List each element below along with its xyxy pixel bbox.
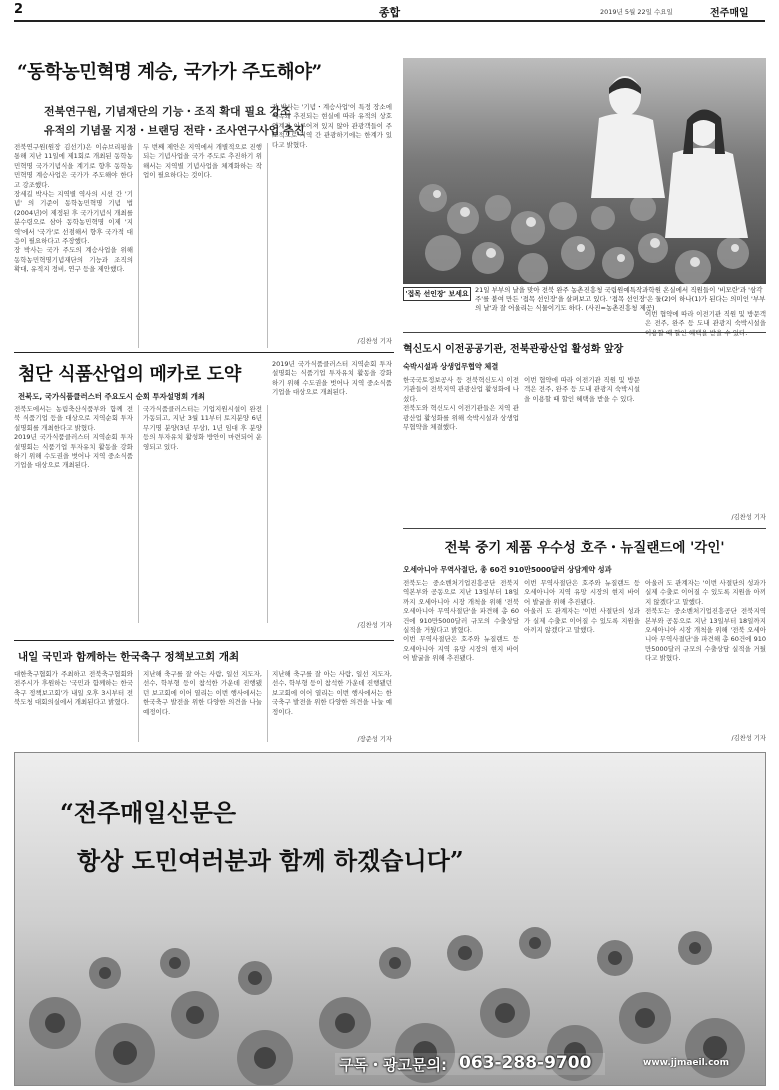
food-headline: 첨단 식품산업의 메카로 도약 [18, 364, 241, 385]
cactus-greenhouse-photo [403, 58, 766, 284]
lead-subtitle-1: 전북연구원, 기념재단의 기능・조직 확대 필요 강조 [44, 105, 291, 118]
export-body-col3: 아울러 도 관계자는 '이번 사절단의 성과가 실제 수출로 이어질 수 있도록 지원을 아끼지 않겠다'고 말했다. 전북도는 중소벤처기업진흥공단 전북지역본부와 공동으로 지난 13일부터 18일까지 오세아니아 시장 개척을 위해 '전북 오세아니아 무역사절단'을 파견해 총 60건에 910만5000달러 규모의 수출상담 실적을 거뒀다고 밝혔다. [645, 579, 766, 663]
lead-body-col3: 장 박사는 '기념・계승사업'이 특정 장소에 예속돼 추진되는 현실에 따라 유적의 상호 연계가 이루어져 있지 않아 관광객들이 주도적으로 지역 간 관광하기에는 한계가 있다고 밝혔다. [272, 103, 392, 149]
section-label: 종합 [378, 6, 401, 19]
col-divider [267, 405, 268, 623]
innocity-headline: 혁신도시 이전공공기관, 전북관광산업 활성화 앞장 [403, 344, 624, 355]
export-subtitle: 오세아니아 무역사절단, 총 60건 910만5000달러 상담계약 성과 [403, 565, 612, 574]
col-divider [138, 143, 139, 348]
export-body-col1: 전북도는 중소벤처기업진흥공단 전북지역본부와 공동으로 지난 13일부터 18일까지 오세아니아 시장 개척을 위해 '전북 오세아니아 무역사절단'을 파견해 총 60건에 910만5000달러 규모의 수출상담 실적을 거뒀다고 밝혔다. 이번 무역사절단은 호주와 뉴질랜드 등 오세아니아 지역 유망 시장의 현지 바이어 발굴을 위해 추진됐다. [403, 579, 519, 663]
innocity-body-col2: 이번 협약에 따라 이전기관 직원 및 방문객은 전주, 완주 등 도내 관광지 숙박시설을 이용할 때 할인 혜택을 받을 수 있다. [524, 376, 640, 403]
header-rule [14, 20, 765, 22]
football-body-col2: 지난해 축구를 잘 아는 사람, 일선 지도자, 선수, 학부형 등이 참석한 가운데 진행됐던 보고회에 이어 열리는 이번 행사에서는 한국축구 발전을 위한 다양한 의견을 나눌 예정이다. [143, 670, 262, 716]
football-body-col3: 지난해 축구를 잘 아는 사람, 일선 지도자, 선수, 학부형 등이 참석한 가운데 진행됐던 보고회에 이어 열리는 이번 행사에서는 한국축구 발전을 위한 다양한 의견을 나눌 예정이다. [272, 670, 392, 716]
food-byline: /김찬성 기자 [357, 622, 392, 629]
paper-name: 전주매일 [710, 8, 749, 19]
col-divider [267, 670, 268, 742]
innocity-body-col3: 이번 협약에 따라 이전기관 직원 및 방문객은 전주, 완주 등 도내 관광지 숙박시설을 이용할 때 할인 혜택을 받을 수 있다. [645, 310, 766, 337]
lead-headline: “동학농민혁명 계승, 국가가 주도해야” [17, 62, 322, 83]
section-rule [14, 640, 394, 641]
ad-slogan-line1: “전주매일신문은 [60, 798, 237, 827]
ad-website: www.jjmaeil.com [643, 1058, 729, 1068]
football-body-col1: 대한축구협회가 주최하고 전북축구협회와 전주시가 후원하는 '국민과 함께하는 한국축구 정책보고회'가 내일 오후 3시부터 전북도청 대회의실에서 개최된다고 밝혔다. [14, 670, 133, 707]
lead-body-col1: 전북연구원(원장 김선기)은 이슈브리핑을 통해 지난 11일에 제1회로 개최된 동학농민혁명 국가기념식을 계기로 향후 동학농민혁명 계승사업은 국가가 주도해야 한다고 강조했다. 장세길 박사는 지역별 역사의 시선 간 '기념' 의 기준이 동학농민혁명 기념 법(2004년)이 제정된 후 국가기념식 개최를 분수령으로 삼아 동학농민혁명 이제 '지역'에서 '국가'로 선점해서 향후 국가적 대응이 필요하다고 주장했다. 장 박사는 국가 주도의 계승사업을 위해 동학농민혁명기념재단의 기능과 조직의 확대, 유적지 정비, 연구 등을 제안했다. [14, 143, 133, 274]
export-byline: /김찬성 기자 [731, 735, 766, 742]
innocity-subtitle: 숙박시설과 상생업무협약 체결 [403, 362, 499, 371]
food-subtitle: 전북도, 국가식품클러스터 주요도시 순회 투자설명회 개최 [18, 392, 206, 401]
food-body-col2: 국가식품클러스터는 기업지원시설이 완전 가동되고, 지난 3월 11부터 토지분양 6년 무기명 분양(3년 무상), 1년 임대 후 분양 등의 투자유치 활성화 방안이 마련되어 운영되고 있다. [143, 405, 262, 451]
innocity-byline: /김찬성 기자 [731, 514, 766, 521]
col-divider [267, 143, 268, 348]
food-body-col1: 전북도에서는 농림축산식품부와 함께 전북 식품기업 등을 대상으로 지역순회 투자설명회를 개최한다고 밝혔다. 2019년 국가식품클러스터 지역순회 투자설명회는 식품기업 투자유치 활동을 강화하기 위해 수도권을 벗어나 지역 중소식품기업을 대상으로 개최된다. [14, 405, 133, 470]
football-headline: 내일 국민과 함께하는 한국축구 정책보고회 개최 [18, 651, 240, 663]
football-byline: /장준성 기자 [357, 736, 392, 743]
lead-byline: /김찬성 기자 [357, 338, 392, 345]
ad-slogan-line2: 항상 도민여러분과 함께 하겠습니다” [77, 846, 464, 875]
lead-body-col2: 두 번째 제안은 지역에서 개별적으로 진행되는 기념사업을 국가 주도로 추진하기 위해서는 지역별 기념사업을 체계화하는 작업이 필요하다는 것이다. [143, 143, 262, 180]
issue-date: 2019년 5월 22일 수요일 [600, 8, 673, 16]
photo-caption-title: '접목 선인장' 보세요 [403, 287, 471, 301]
ad-phone: 063-288-9700 [459, 1053, 592, 1073]
export-body-col2: 이번 무역사절단은 호주와 뉴질랜드 등 오세아니아 지역 유망 시장의 현지 바이어 발굴을 위해 추진됐다. 아울러 도 관계자는 '이번 사절단의 성과가 실제 수출로 이어질 수 있도록 지원을 아끼지 않겠다'고 말했다. [524, 579, 640, 635]
lead-subtitle-2: 유적의 기념물 지정・브랜딩 전략・조사연구사업 추진 [44, 124, 305, 137]
innocity-body-col1: 한국국토정보공사 등 전북혁신도시 이전기관들이 전북지역 관광산업 활성화에 나섰다. 전북도와 혁신도시 이전기관들은 지역 관광산업 활성화를 위해 숙박시설과 상생업무협약을 체결했다. [403, 376, 519, 432]
col-divider [138, 405, 139, 623]
page-number: 2 [14, 2, 24, 17]
photo-caption-text: 21일 부부의 날을 맞아 전북 완주 농촌진흥청 국립원예특작과학원 온실에서 직원들이 '비모란'과 '삼각주'를 붙여 만든 '접목 선인장'을 살펴보고 있다. '접목 선인장'은 둘(2)이 하나(1)가 된다는 의미인 '부부의 날'과 잘 어울리는 식물이기도 하다. (사진=농촌진흥청 제공) [475, 286, 766, 312]
sunflower-advertisement [14, 752, 766, 1086]
export-headline: 전북 중기 제품 우수성 호주・뉴질랜드에 '각인' [444, 540, 725, 556]
ad-contact-label: 구독・광고문의: [339, 1056, 447, 1074]
ad-contact-bar [335, 1053, 605, 1075]
section-rule [14, 352, 394, 353]
col-divider [138, 670, 139, 742]
section-rule [403, 528, 766, 529]
food-body-col3: 2019년 국가식품클러스터 지역순회 투자설명회는 식품기업 투자유치 활동을 강화하기 위해 수도권을 벗어나 지역 중소식품기업을 대상으로 개최된다. [272, 360, 392, 397]
